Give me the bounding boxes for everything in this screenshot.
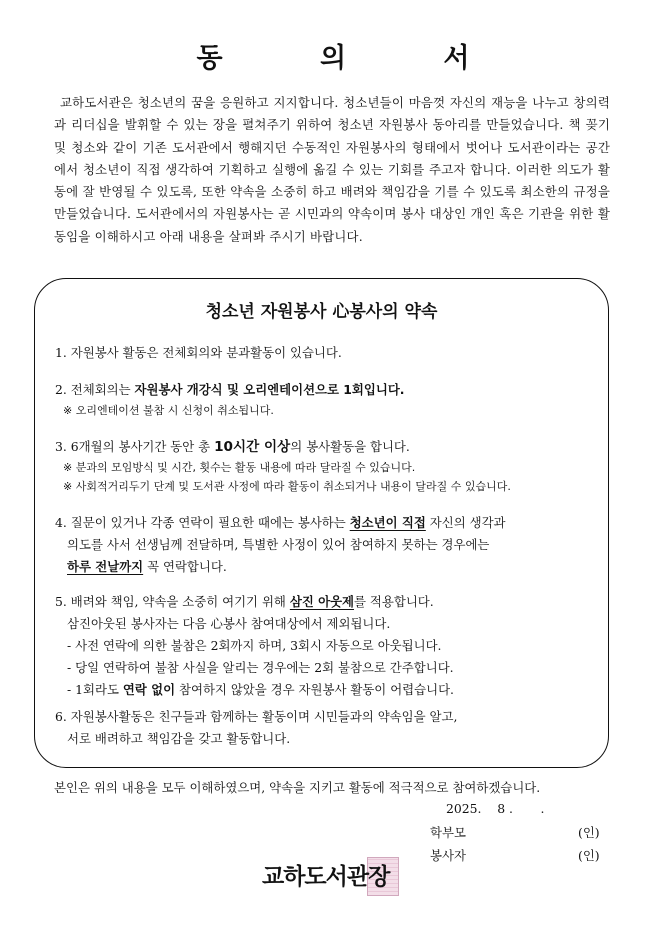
document-title: 동 의 서	[196, 43, 514, 74]
intro-paragraph: 교하도서관은 청소년의 꿈을 응원하고 지지합니다. 청소년들이 마음껏 자신의 재능을 나누고 창의력과 리더십을 발휘할 수 있는 장을 펼쳐주기 위하여 청소년 자원봉사 동아리를 만들었습니다. 책 꽂기 및 청소와 같이 기존 도서관에서 행해지던 수동적인 자원봉사의 형태에서 벗어나 도서관이라는 공간에서 청소년이 직접 생각하여 기획하고 실행에 옮길 수 있는 기회를 주고자 합니다. 이러한 의도가 활동에 잘 반영될 수 있도록, 또한 약속을 소중히 하고 배려와 책임감을 기를 수 있도록 최소한의 규정을 만들었습니다. 도서관에서의 자원봉사는 곧 시민과의 약속이며 봉사 대상인 개인 혹은 기관을 위한 활동임을 이해하시고 아래 내용을 살펴봐 주시기 바랍니다.	[54, 95, 610, 244]
promise-item-3: 3. 6개월의 봉사기간 동안 총 10시간 이상의 봉사활동을 합니다. ※ 분과의 모임방식 및 시간, 횟수는 활동 내용에 따라 달라질 수 있습니다. ※ 사회적거리두기 단계 및 도서관 사정에 따라 활동이 취소되거나 내용이 달라질 수 있습니다.	[55, 436, 594, 496]
promise-box-title: 청소년 자원봉사 心봉사의 약속	[205, 302, 438, 322]
date-field: 2025. 8 . .	[446, 801, 545, 816]
promise-item-4: 4. 질문이 있거나 각종 연락이 필요한 때에는 봉사하는 청소년이 직접 자신의 생각과 의도를 사서 선생님께 전달하며, 특별한 사정이 있어 참여하지 못하는 경우에는 하루 전날까지 꼭 연락합니다.	[55, 515, 506, 574]
promise-item-2: 2. 전체회의는 자원봉사 개강식 및 오리엔테이션으로 1회입니다. ※ 오리엔테이션 불참 시 신청이 취소됩니다.	[55, 379, 594, 420]
promise-item-1: 1. 자원봉사 활동은 전체회의와 분과활동이 있습니다.	[55, 345, 342, 360]
volunteer-seal: (인)	[578, 848, 600, 863]
consent-statement: 본인은 위의 내용을 모두 이해하였으며, 약속을 지키고 활동에 적극적으로 참여하겠습니다.	[54, 780, 541, 795]
volunteer-signature-label: 봉사자	[430, 848, 466, 863]
promise-box	[34, 278, 609, 768]
note-distancing: ※ 사회적거리두기 단계 및 도서관 사정에 따라 활동이 취소되거나 내용이 달라질 수 있습니다.	[63, 480, 511, 493]
note-schedule: ※ 분과의 모임방식 및 시간, 횟수는 활동 내용에 따라 달라질 수 있습니다.	[63, 461, 416, 474]
promise-item-5: 5. 배려와 책임, 약속을 소중히 여기기 위해 삼진 아웃제를 적용합니다. 삼진아웃된 봉사자는 다음 心봉사 참여대상에서 제외됩니다. - 사전 연락에 의한 불참은 2회까지 하며, 3회시 자동으로 아웃됩니다. - 당일 연락하여 불참 사실을 알리는 경우에는 2회 불참으로 간주합니다. - 1회라도 연락 없이 참여하지 않았을 경우 자원봉사 활동이 어렵습니다.	[55, 594, 454, 697]
parent-seal: (인)	[578, 825, 600, 840]
note-orientation: ※ 오리엔테이션 불참 시 신청이 취소됩니다.	[63, 404, 274, 417]
promise-item-6: 6. 자원봉사활동은 친구들과 함께하는 활동이며 시민들과의 약속임을 알고, 서로 배려하고 책임감을 갖고 활동합니다.	[55, 709, 458, 746]
parent-signature-label: 학부모	[430, 825, 466, 840]
library-director-signature: 교하도서관장	[262, 864, 390, 890]
